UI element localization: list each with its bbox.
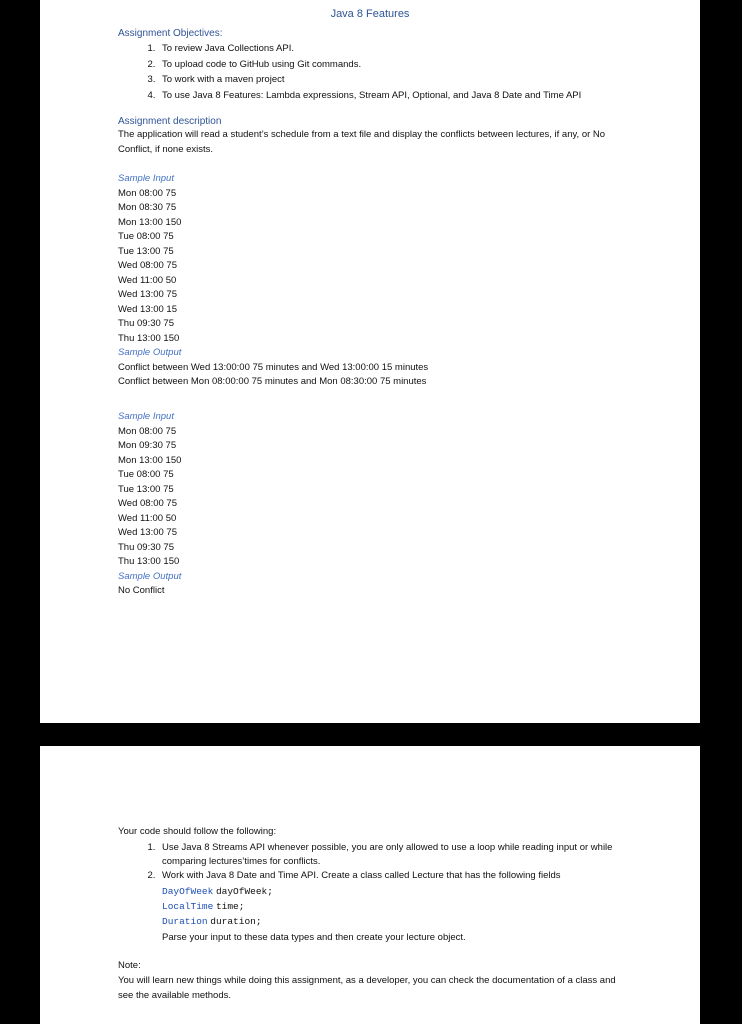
sample-input-line: Mon 09:30 75: [118, 440, 177, 451]
objective-item: 4. To use Java 8 Features: Lambda expressions, Stream API, Optional, and Java 8 Date and Time API: [158, 88, 628, 104]
parse-note: Parse your input to these data types and then create your lecture object.: [162, 932, 466, 943]
description-text: The application will read a student’s schedule from a text file and display the conflicts between lectures, if any, or No Conflict, if none exists.: [118, 129, 606, 155]
objective-item: 3. To work with a maven project: [158, 72, 628, 88]
document-title: Java 8 Features: [330, 8, 410, 20]
sample-input-line: Wed 13:00 15: [118, 303, 177, 315]
requirements-section: [118, 824, 628, 945]
note-label: Note:: [118, 960, 141, 971]
requirement-item: 1. Use Java 8 Streams API whenever possible, you are only allowed to use a loop while reading input or while comparing lectures’times for conflicts.: [158, 841, 628, 869]
sample-input-line: Tue 08:00 75: [118, 469, 174, 480]
objectives-list: [118, 41, 628, 103]
field-type: Duration: [162, 916, 208, 927]
sample-input-line: Mon 13:00 150: [118, 216, 182, 228]
sample-input-line: Thu 13:00 150: [118, 556, 180, 567]
sample-output-label: Sample Output: [118, 347, 182, 358]
objectives-section: [118, 28, 628, 103]
sample-input-line: Thu 13:00 150: [118, 332, 180, 344]
sample-input-line: Mon 08:30 75: [118, 202, 177, 213]
sample-2: [118, 410, 628, 599]
sample-input-label: Sample Input: [118, 411, 174, 422]
sample-input-line: Mon 13:00 150: [118, 454, 182, 466]
sample-input-line: Mon 08:00 75: [118, 187, 177, 199]
sample-input-line: Wed 13:00 75: [118, 289, 177, 300]
sample-input-label: Sample Input: [118, 173, 174, 184]
description-heading: Assignment description: [118, 116, 222, 127]
requirements-intro: Your code should follow the following:: [118, 826, 277, 837]
sample-1: [118, 172, 628, 390]
field-type: LocalTime: [162, 901, 214, 912]
sample-input-line: Tue 08:00 75: [118, 231, 174, 242]
sample-input-line: Wed 11:00 50: [118, 274, 177, 286]
field-name: time;: [215, 901, 245, 912]
sample-output-line: No Conflict: [118, 585, 165, 596]
sample-input-line: Mon 08:00 75: [118, 425, 177, 437]
sample-output-line: Conflict between Wed 13:00:00 75 minutes and Wed 13:00:00 15 minutes: [118, 361, 429, 373]
field-declaration: [162, 899, 628, 914]
sample-input-line: Wed 13:00 75: [118, 527, 177, 538]
requirement-item: [158, 869, 628, 945]
sample-input-line: Thu 09:30 75: [118, 318, 174, 329]
objectives-heading: Assignment Objectives:: [118, 28, 223, 39]
document-page-2: [40, 746, 700, 1024]
sample-input-line: Tue 13:00 75: [118, 483, 174, 495]
requirements-list: [118, 841, 628, 945]
sample-output-label: Sample Output: [118, 570, 182, 582]
description-section: [118, 116, 628, 157]
sample-input-line: Wed 08:00 75: [118, 260, 177, 271]
objective-item: 1. To review Java Collections API.: [158, 41, 628, 57]
sample-output-line: Conflict between Mon 08:00:00 75 minutes and Mon 08:30:00 75 minutes: [118, 376, 427, 387]
objective-item: 2. To upload code to GitHub using Git commands.: [158, 57, 628, 73]
sample-input-line: Tue 13:00 75: [118, 245, 174, 257]
note-section: [118, 958, 628, 1003]
field-type: DayOfWeek: [162, 886, 214, 897]
document-page-1: [40, 0, 700, 723]
field-declaration: [162, 914, 628, 929]
field-name: duration;: [210, 916, 262, 927]
requirement-text: Work with Java 8 Date and Time API. Create a class called Lecture that has the following fields: [162, 870, 561, 881]
sample-input-line: Wed 08:00 75: [118, 498, 177, 509]
note-text: You will learn new things while doing this assignment, as a developer, you can check the documentation of a class and see the available methods.: [118, 975, 616, 1001]
field-name: dayOfWeek;: [215, 886, 273, 897]
field-declaration: [162, 884, 628, 899]
sample-input-line: Thu 09:30 75: [118, 541, 174, 553]
sample-input-line: Wed 11:00 50: [118, 512, 177, 524]
